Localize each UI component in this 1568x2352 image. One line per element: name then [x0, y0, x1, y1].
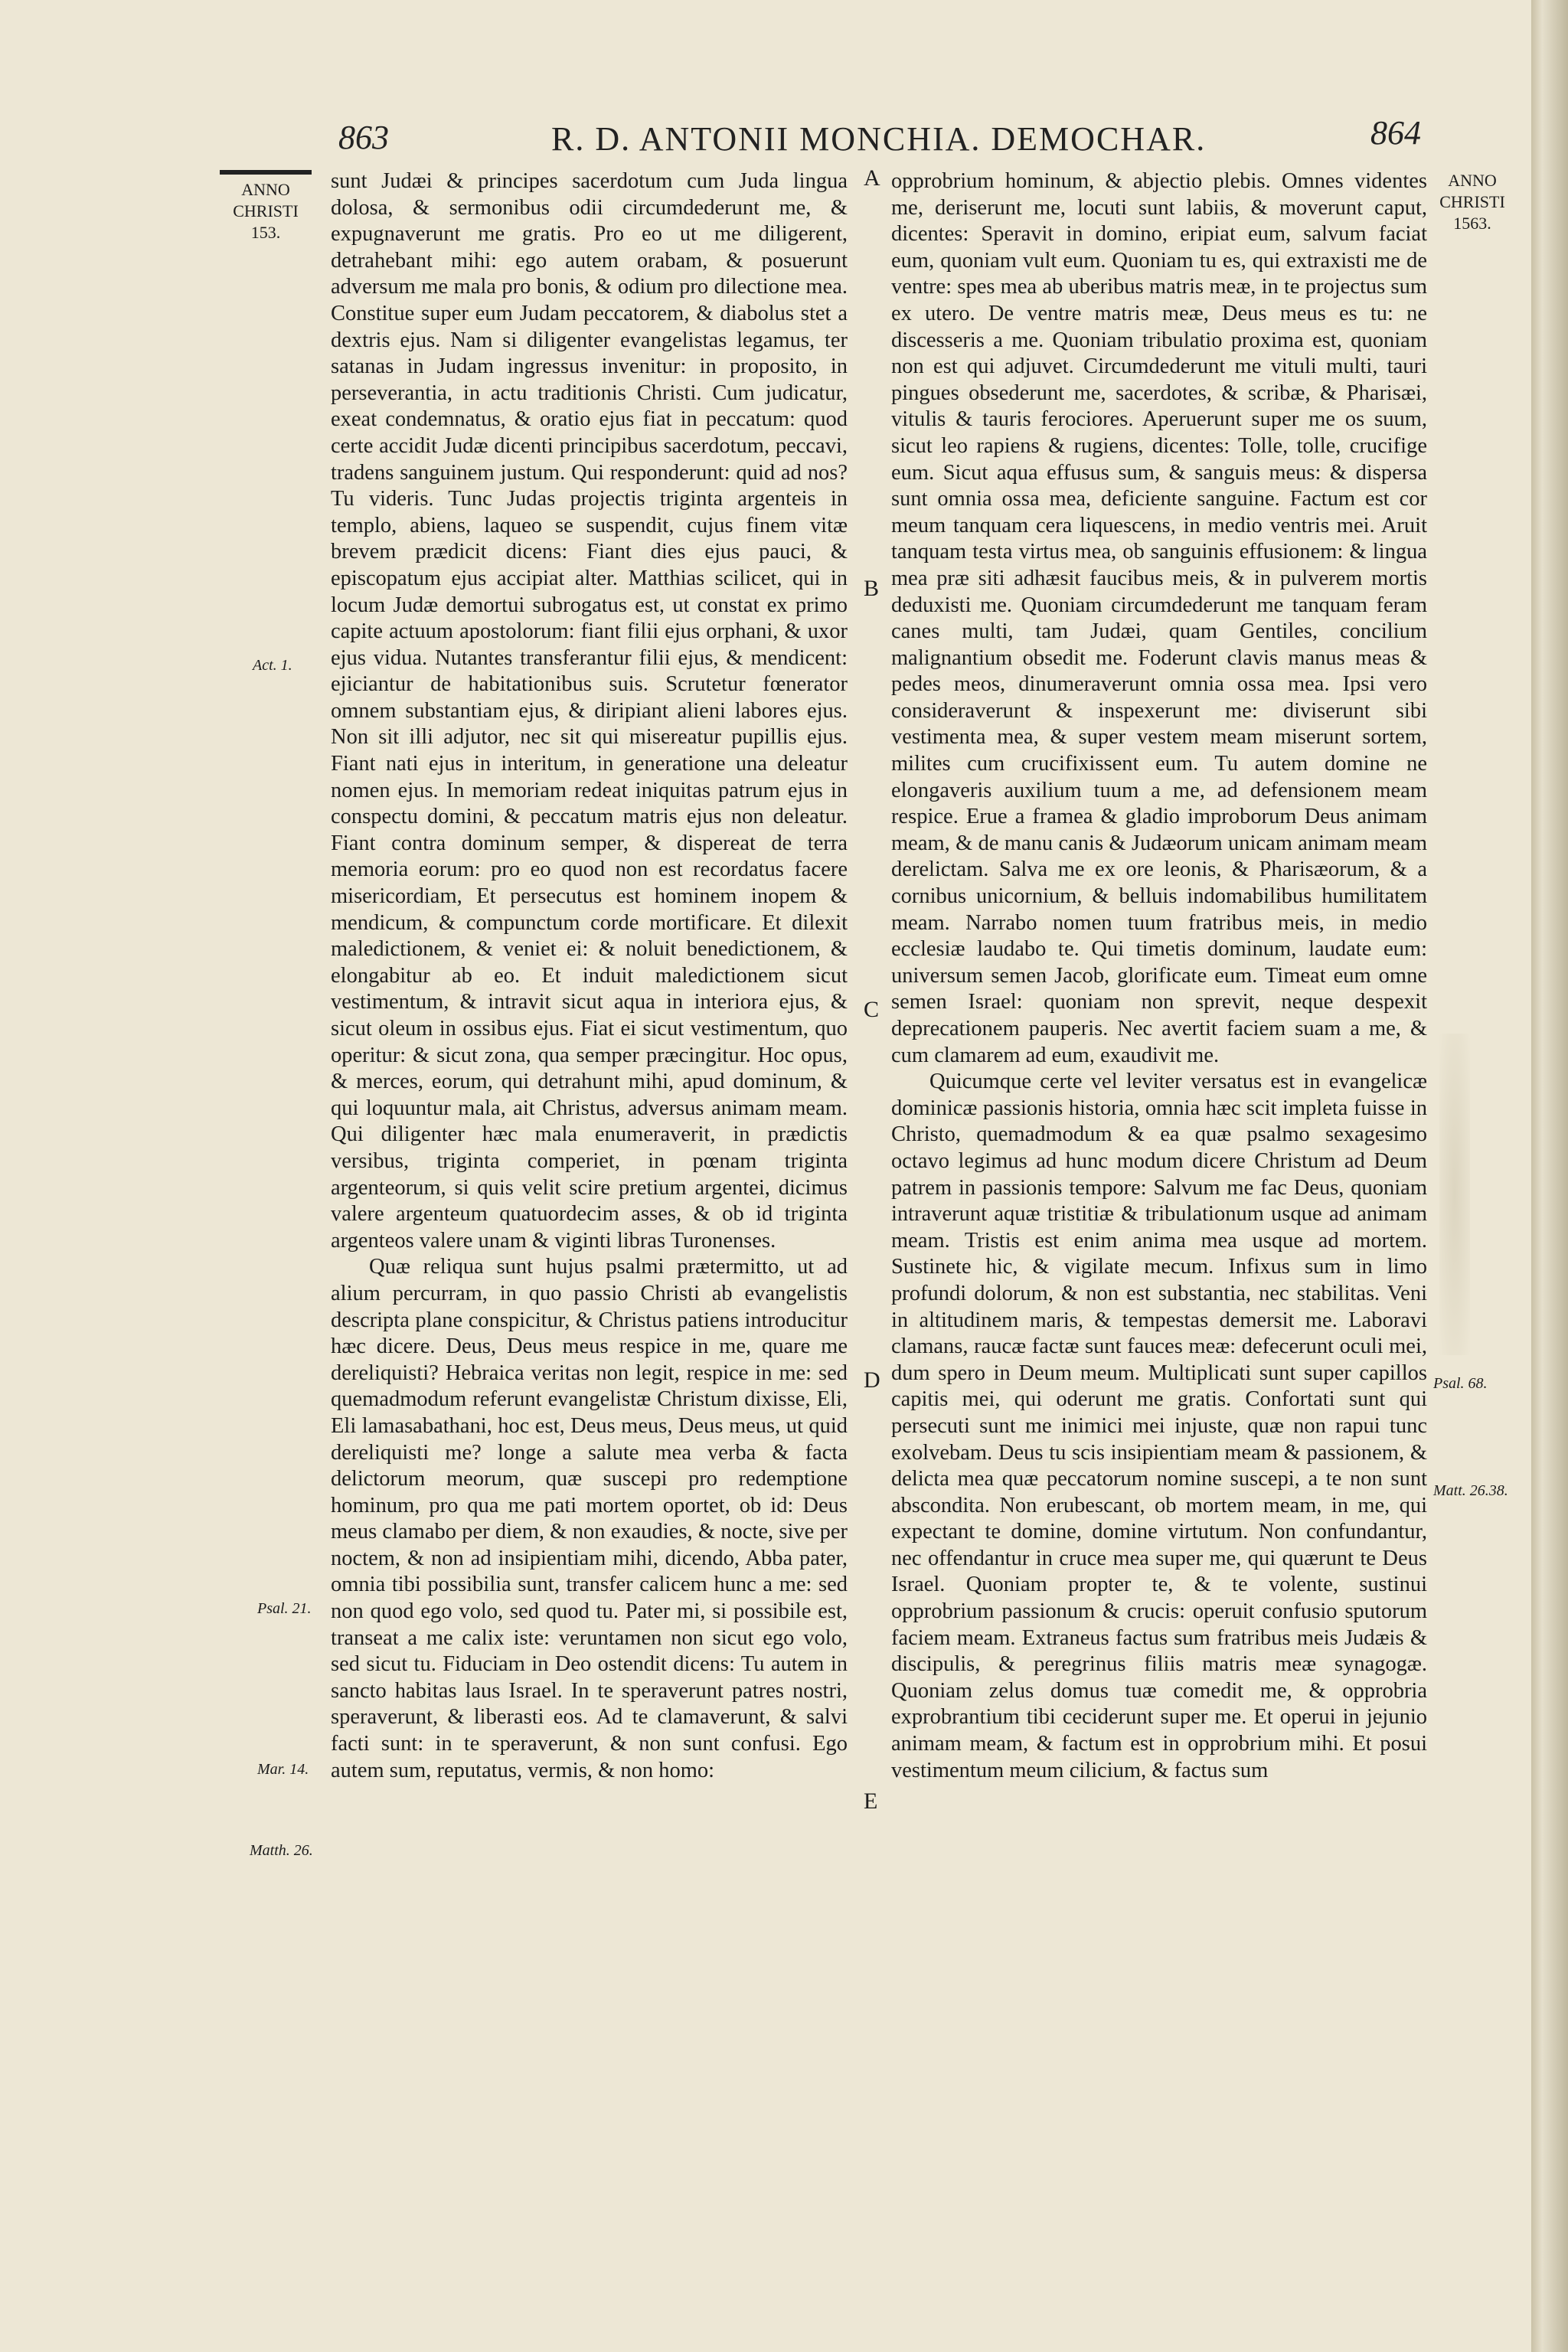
christi-label: CHRISTI: [1439, 192, 1505, 211]
margin-note-matth26: Matth. 26.: [250, 1842, 313, 1859]
section-letter-c: C: [864, 997, 880, 1022]
left-paragraph-1: sunt Judæi & principes sacerdotum cum Juda lingua dolosa, & sermonibus odii circumdederunt me, & expugnaverunt me gratis. Pro eo ut me diligerent, detrahebant mihi: ego autem orabam, & posuerunt adversum me mala pro bonis, & odium pro dilectione mea. Constitue super eum Judam peccatorem, & diabolus stet a dextris ejus. Nam si diligenter evangelistas legamus, ter satanas in Judam ingressus invenitur: in proposito, in perseverantia, in actu traditionis Christi. Cum judicatur, exeat condemnatus, & oratio ejus fiat in peccatum: quod certe accidit Judæ dicenti principibus sacerdotum, peccavi, tradens sanguinem justum. Qui responderunt: quid ad nos? Tu videris. Tunc Judas projectis triginta argenteis in templo, abiens, laqueo se suspendit, cujus finem vitæ brevem prædicit dicens: Fiant dies ejus pauci, & episcopatum ejus accipiat alter. Matthias scilicet, qui in locum Judæ demortui subrogatus est, ut constat ex primo capite actuum apostolorum: fiant filii ejus orphani, & uxor ejus vidua. Nutantes transferantur filii ejus, & mendicent: ejiciantur de habitationibus suis. Scrutetur fœnerator omnem substantiam ejus, & diripiant alieni labores ejus. Non sit illi adjutor, nec sit qui misereatur pupillis ejus. Fiant nati ejus in interitum, in generatione una deleatur nomen ejus. In memoriam redeat iniquitas patrum ejus in conspectu domini, & peccatum matris ejus non deleatur. Fiant contra dominum semper, & dispereat de terra memoria eorum: pro eo quod non est recordatus facere misericordiam, Et persecutus est hominem inopem & mendicum, & compunctum corde mortificare. Et dilexit maledictionem, & veniet ei: & noluit benedictionem, & elongabitur ab eo. Et induit maledictionem sicut vestimentum, & intravit sicut aqua in interiora ejus, & sicut oleum in ossibus ejus. Fiat ei sicut vestimentum, quo operitur: & sicut zona, qua semper præcingitur. Hoc opus, & merces, eorum, qui detrahunt mihi, apud dominum, & qui loquuntur mala, ait Christus, adversus animam meam. Qui diligenter hæc mala enumeraverit, in prædictis versibus, triginta comperiet, in pœnam triginta argenteorum, si quis velit scire pretium argentei, dicimus valere argenteum quatuordecim asses, & ob id triginta argenteos valere unam & viginti libras Turonenses.: [331, 169, 848, 1253]
margin-note-psal68: Psal. 68.: [1433, 1375, 1488, 1392]
anno-christi-left: [216, 170, 315, 243]
right-text-column: [891, 168, 1427, 1784]
page-edge: [1531, 0, 1568, 2352]
running-title: R. D. ANTONII MONCHIA. DEMOCHAR.: [551, 120, 1207, 158]
anno-rule: [220, 170, 312, 175]
right-paragraph-1: opprobrium hominum, & abjectio plebis. Omnes videntes me, deriserunt me, locuti sunt labiis, & moverunt caput, dicentes: Speravit in domino, eripiat eum, salvum faciat eum, quoniam vult eum. Quoniam tu es, qui extraxisti me de ventre: spes mea ab uberibus matris meæ, in te projectus sum ex utero. De ventre matris meæ, Deus meus es tu: ne discesseris a me. Quoniam tribulatio proxima est, quoniam non est qui adjuvet. Circumdederunt me vituli multi, tauri pingues obsederunt me, sacerdotes, & scribæ, & Pharisæi, vitulis & tauris ferociores. Aperuerunt super me os suum, sicut leo rapiens & rugiens, dicentes: Tolle, tolle, crucifige eum. Sicut aqua effusus sum, & sanguis meus: & dispersa sunt omnia ossa mea, deficiente sanguine. Factum est cor meum tanquam cera liquescens, in medio ventris mei. Aruit tanquam testa virtus mea, ob sanguinis effusionem: & lingua mea præ siti adhæsit faucibus meis, & in pulverem mortis deduxisti me. Quoniam circumdederunt me tanquam feram canes multi, tam Judæi, quam Gentiles, concilium malignantium obsedit me. Foderunt clavis manus meas & pedes meos, dinumeraverunt omnia ossa mea. Ipsi vero consideraverunt & inspexerunt me: diviserunt sibi vestimenta mea, & super vestem meam miserunt sortem, milites cum crucifixissent eum. Tu autem domine ne elongaveris auxilium tuum a me, ad defensionem meam respice. Erue a framea & gladio improborum Deus animam meam, & de manu canis & Judæorum unicam animam meam derelictam. Salva me ex ore leonis, & Pharisæorum, & a cornibus unicornium, & belluis indomabilibus humilitatem meam. Narrabo nomen tuum fratribus meis, in medio ecclesiæ laudabo te. Qui timetis dominum, laudate eum: universum semen Jacob, glorificate eum. Timeat eum omne semen Israel: quoniam non sprevit, neque despexit deprecationem pauperis. Nec avertit faciem suam a me, & cum clamarem ad eum, exaudivit me.: [891, 169, 1427, 1067]
right-paragraph-2: Quicumque certe vel leviter versatus est in evangelicæ dominicæ passionis historia, omnia hæc scit impleta fuisse in Christo, quemadmodum & ea quæ psalmo sexagesimo octavo legimus ad hunc modum dicere Christum ad Deum patrem in passionis tempore: Salvum me fac Deus, quoniam intraverunt aquæ tristitiæ & tribulationum usque ad animam meam. Tristis est enim anima mea usque ad mortem. Sustinete hic, & vigilate mecum. Infixus sum in limo profundi dolorum, & non est substantia, nec stabilitas. Veni in altitudinem maris, & tempestas demersit me. Laboravi clamans, raucæ factæ sunt fauces meæ: defecerunt oculi mei, dum spero in Deum meum. Multiplicati sunt super capillos capitis mei, qui oderunt me gratis. Confortati sunt qui persecuti sunt me inimici mei injuste, quæ non rapui tunc exolvebam. Deus tu scis insipientiam meam & passionem, & delicta mea quæ peccatorum nomine suscepi, a te non sunt abscondita. Non erubescant, ob mortem meam, in me, qui expectant te domine, domine virtutum. Non confundantur, nec offendantur in cruce mea super me, qui quærunt te Deus Israel. Quoniam propter te, & te volente, sustinui opprobrium passionum & crucis: operuit confusio sputorum faciem meam. Extraneus factus sum fratribus meis Judæis & discipulis, & peregrinus filiis matris meæ synagogæ. Quoniam zelus domus tuæ comedit me, & opprobria exprobrantium tibi ceciderunt super me. Et operui in jejunio animam meam, & factum est in opprobrium mihi. Et posui vestimentum meum cilicium, & factus sum: [891, 1070, 1427, 1782]
margin-note-mar14: Mar. 14.: [257, 1761, 309, 1778]
anno-christi-right: [1423, 170, 1522, 234]
margin-note-psal21: Psal. 21.: [257, 1600, 312, 1617]
section-letter-d: D: [864, 1367, 880, 1393]
anno-year: 153.: [250, 223, 281, 242]
anno-year: 1563.: [1453, 214, 1491, 233]
section-letter-a: A: [864, 165, 880, 191]
left-paragraph-2: Quæ reliqua sunt hujus psalmi prætermitto, ut ad alium percurram, in quo passio Christi ab evangelistis descripta plane conspicitur, & Christus patiens introducitur hæc dicere. Deus, Deus meus respice in me, quare me dereliquisti? Hebraica veritas non legit, respice in me: sed quemadmodum referunt evangelistæ Christum dixisse, Eli, Eli lamasabathani, hoc est, Deus meus, Deus meus, ut quid dereliquisti me? longe a salute mea verba & facta delictorum meorum, quæ suscepi pro redemptione hominum, pro qua me pati mortem oportet, ob id: Deus meus clamabo per diem, & non exaudies, & nocte, sive per noctem, & non ad insipientiam mihi, dicendo, Abba pater, omnia tibi possibilia sunt, transfer calicem hunc a me: sed non quod ego volo, sed quod tu. Pater mi, si possibile est, transeat a me calix iste: veruntamen non sicut ego volo, sed sicut tu. Fiduciam in Deo ostendit dicens: Tu autem in sancto habitas laus Israel. In te speraverunt patres nostri, speraverunt, & liberasti eos. Ad te clamaverunt, & salvi facti sunt: in te speraverunt, & non sunt confusi. Ego autem sum, reputatus, vermis, & non homo:: [331, 1255, 848, 1782]
anno-label: ANNO: [241, 180, 290, 199]
margin-note-act: Act. 1.: [253, 657, 292, 674]
page-stain: [1439, 1034, 1470, 1355]
anno-label: ANNO: [1448, 171, 1497, 190]
left-page-number: 863: [338, 119, 389, 156]
section-letter-e: E: [864, 1788, 878, 1814]
section-letter-b: B: [864, 576, 880, 601]
page-header: [0, 113, 1531, 167]
right-page-number: 864: [1370, 114, 1421, 152]
left-text-column: [331, 168, 848, 1784]
margin-note-matt26-38: Matt. 26.38.: [1433, 1482, 1508, 1499]
christi-label: CHRISTI: [233, 201, 299, 220]
